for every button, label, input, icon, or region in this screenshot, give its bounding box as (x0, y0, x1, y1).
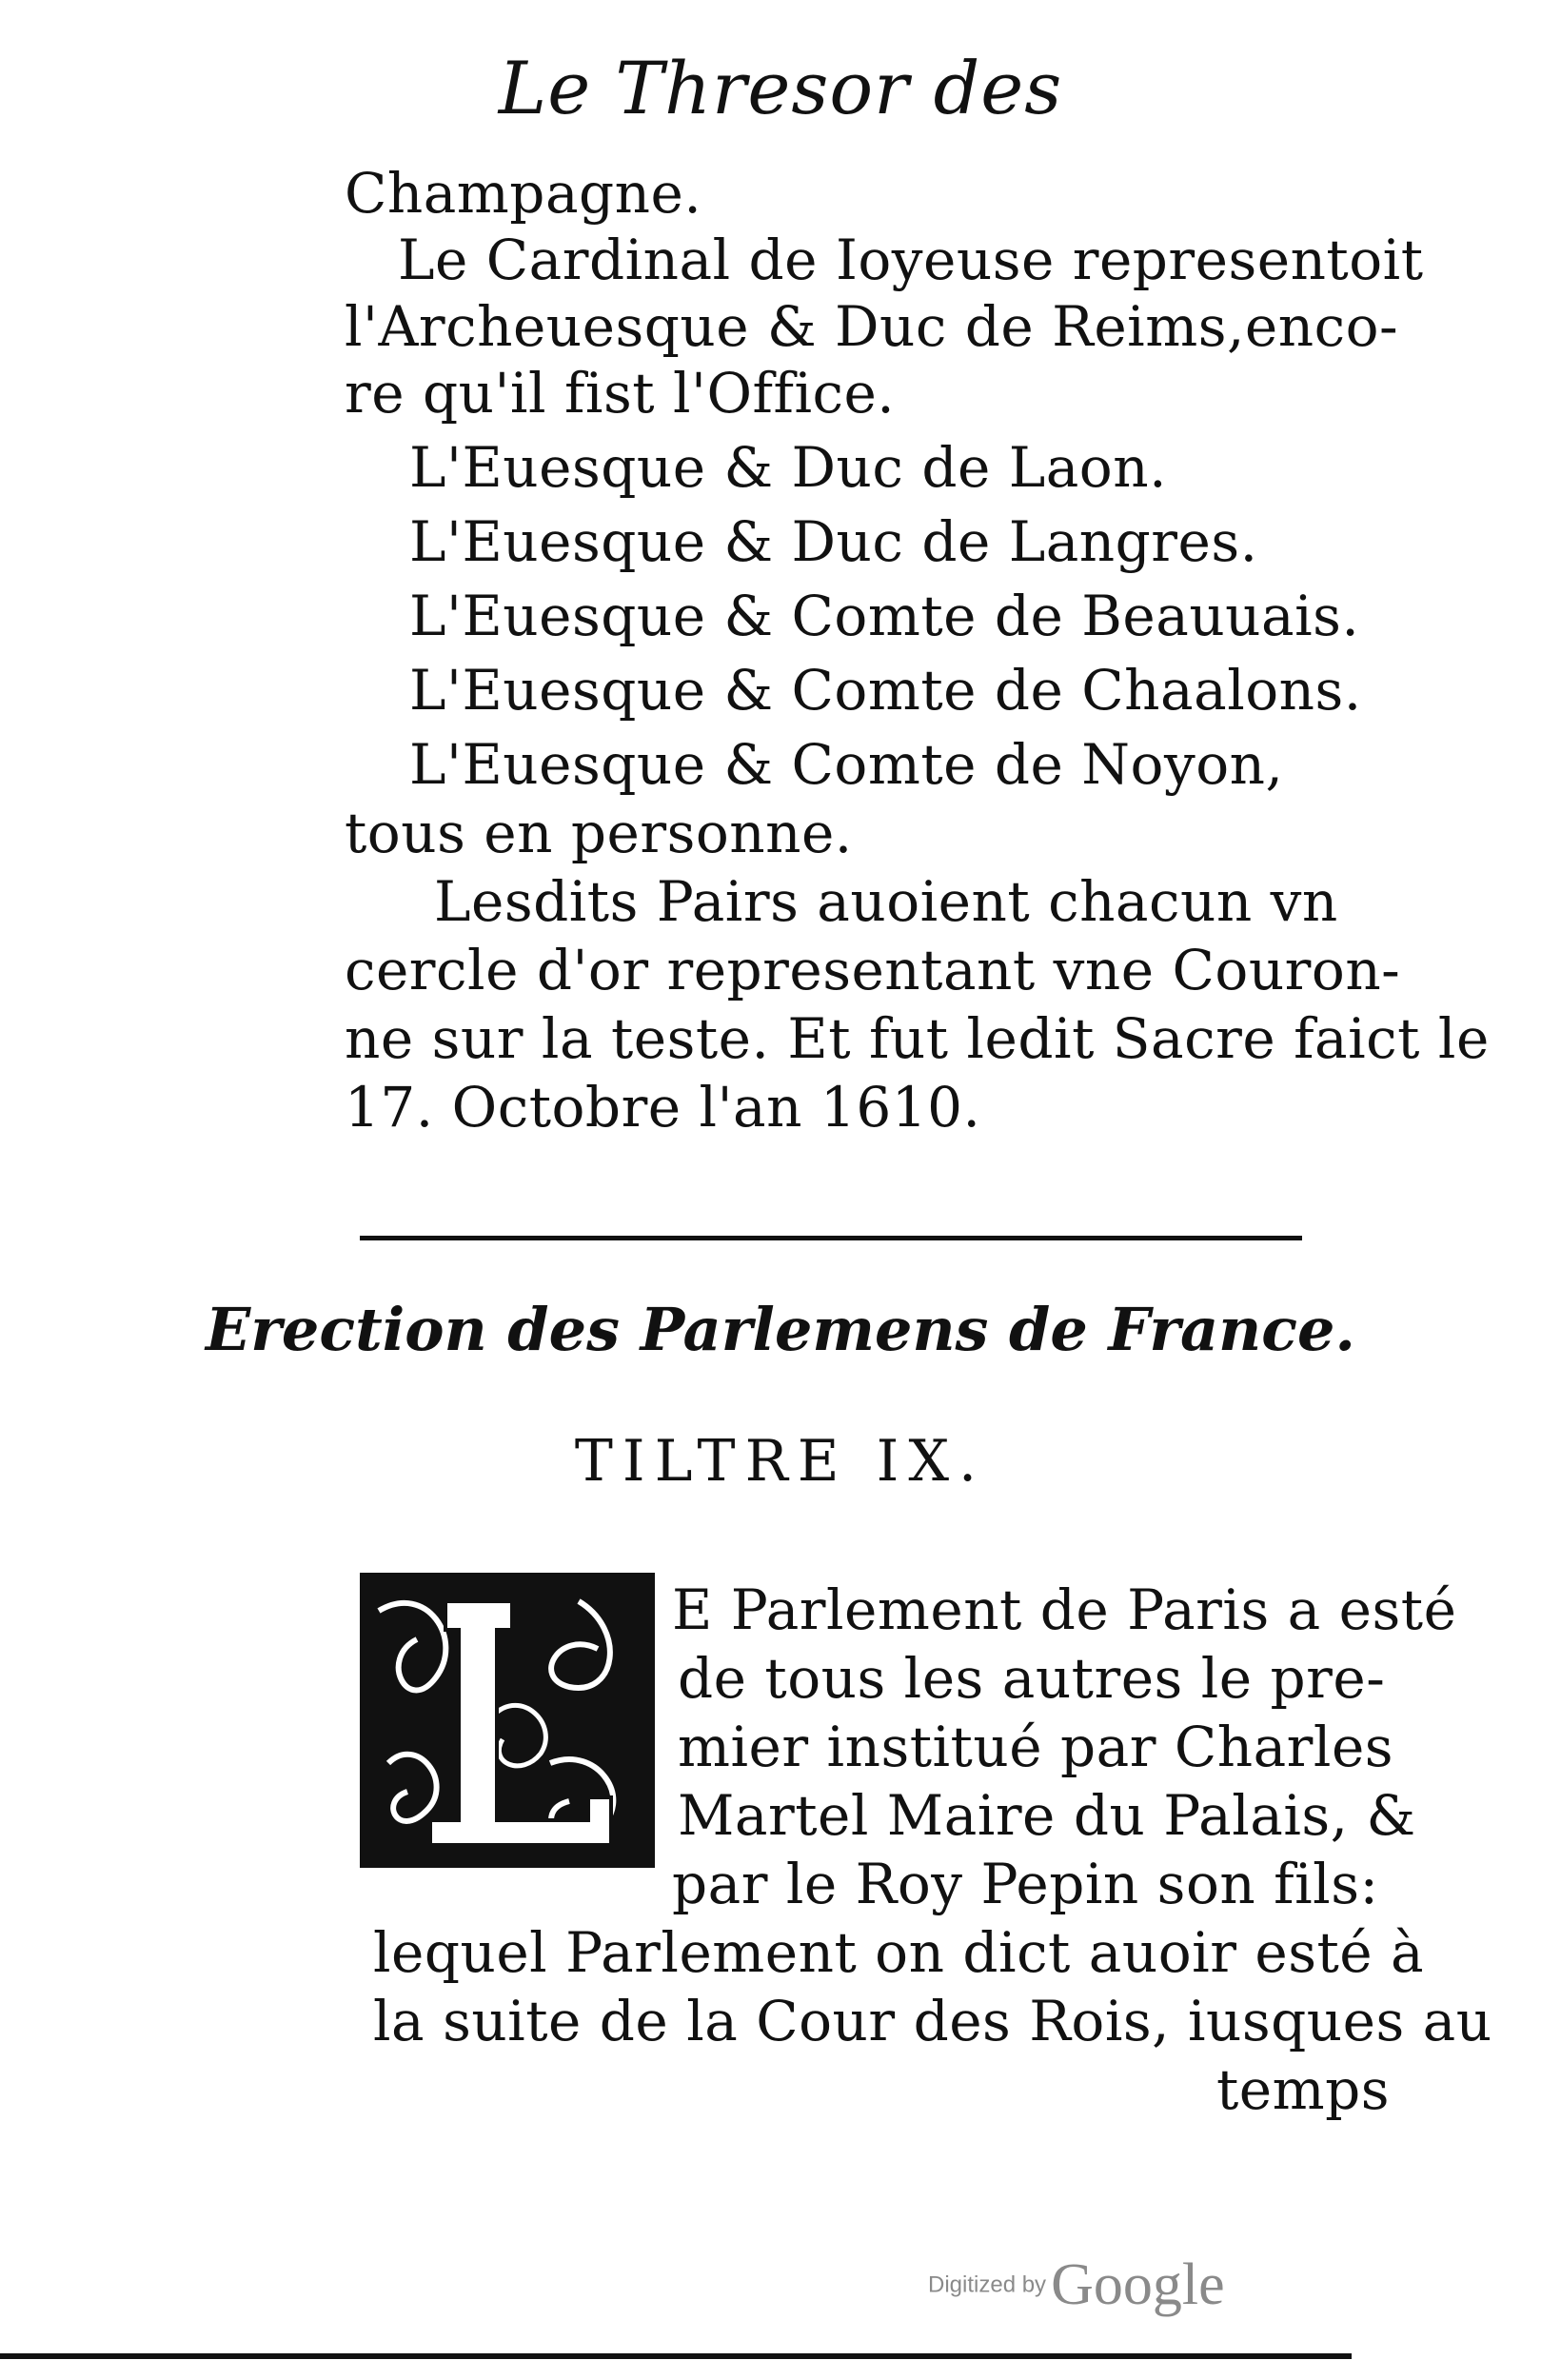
text-line: 17. Octobre l'an 1610. (345, 1075, 981, 1140)
text-line: Martel Maire du Palais, & (678, 1783, 1416, 1848)
text-line: re qu'il fist l'Office. (345, 361, 896, 426)
page-edge-rule (0, 2353, 1352, 2359)
text-line: la suite de la Cour des Rois, iusques au (373, 1989, 1492, 2053)
text-line: de tous les autres le pre- (678, 1646, 1386, 1711)
text-line: Le Cardinal de Ioyeuse representoit (398, 228, 1424, 292)
text-line: l'Archeuesque & Duc de Reims,enco- (345, 294, 1399, 359)
drop-cap-woodcut (360, 1573, 655, 1868)
text-line: L'Euesque & Comte de Chaalons. (409, 658, 1362, 723)
drop-cap-letter: L (506, 1858, 508, 1859)
section-divider (360, 1236, 1302, 1240)
text-line: mier institué par Charles (678, 1715, 1394, 1779)
text-line: E Parlement de Paris a esté (672, 1577, 1457, 1642)
running-title: Le Thresor des (498, 46, 1063, 130)
watermark-prefix: Digitized by (928, 2271, 1047, 2298)
text-line: L'Euesque & Duc de Langres. (409, 509, 1258, 574)
text-line: lequel Parlement on dict auoir esté à (373, 1920, 1425, 1985)
text-line: par le Roy Pepin son fils: (672, 1852, 1379, 1916)
section-title: Erection des Parlemens de France. (205, 1295, 1356, 1364)
text-line: ne sur la teste. Et fut ledit Sacre faict le (345, 1006, 1490, 1071)
text-line: tous en personne. (345, 801, 853, 865)
text-line: L'Euesque & Comte de Beauuais. (409, 584, 1360, 648)
watermark-brand: Google (1051, 2252, 1225, 2317)
text-line: Champagne. (345, 161, 702, 226)
text-line: L'Euesque & Duc de Laon. (409, 435, 1168, 500)
chapter-heading: TILTRE IX. (574, 1428, 987, 1495)
text-line: L'Euesque & Comte de Noyon, (409, 732, 1284, 797)
google-watermark (928, 2251, 1225, 2319)
catchword: temps (1216, 2057, 1391, 2122)
text-line: cercle d'or representant vne Couron- (345, 938, 1401, 1002)
text-line: Lesdits Pairs auoient chacun vn (434, 869, 1338, 934)
